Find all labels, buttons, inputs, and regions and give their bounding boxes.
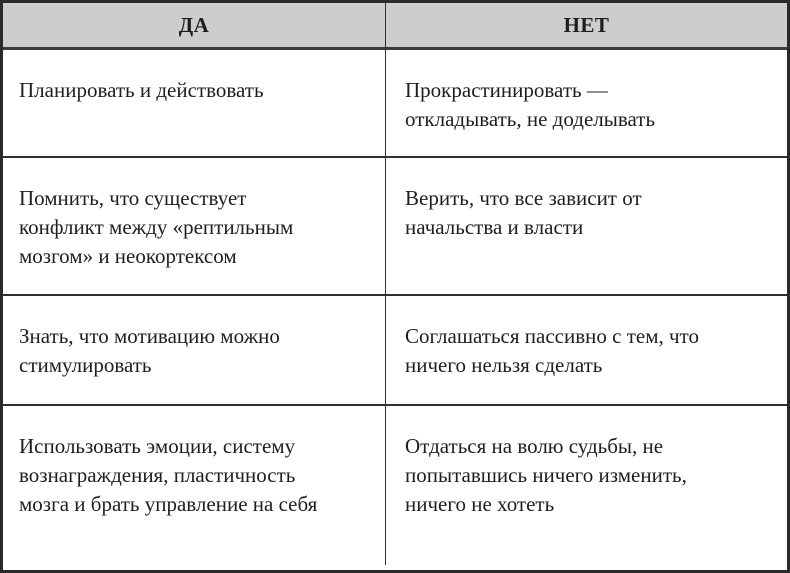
- cell-text-line: конфликт между «рептильным: [19, 215, 294, 239]
- cell-text-line: Использовать эмоции, систему: [19, 434, 296, 458]
- cell-text-line: начальства и власти: [405, 215, 584, 239]
- header-no: НЕТ: [563, 12, 610, 37]
- cell-text-line: стимулировать: [19, 353, 152, 377]
- cell-text-line: откладывать, не доделывать: [405, 107, 656, 131]
- header-yes: ДА: [3, 3, 386, 47]
- cell-text-line: попытавшись ничего изменить,: [405, 463, 687, 487]
- cell-yes: [3, 296, 386, 404]
- table-row: [3, 296, 787, 406]
- cell-yes: [3, 158, 386, 294]
- cell-text-line: вознаграждения, пластичность: [19, 463, 296, 487]
- cell-text-line: Помнить, что существует: [19, 186, 247, 210]
- cell-no: [386, 296, 787, 404]
- cell-text-line: Верить, что все зависит от: [405, 186, 642, 210]
- cell-yes: [3, 50, 386, 156]
- cell-text-line: мозга и брать управление на себя: [19, 492, 318, 516]
- table-header-row: [3, 3, 787, 50]
- cell-text-line: мозгом» и неокортексом: [19, 244, 237, 268]
- cell-text-line: Соглашаться пассивно с тем, что: [405, 324, 699, 348]
- cell-text-line: Прокрастинировать —: [405, 78, 608, 102]
- cell-no: [386, 158, 787, 294]
- table-row: [3, 406, 787, 565]
- cell-text-line: Отдаться на волю судьбы, не: [405, 434, 664, 458]
- cell-text-line: ничего нельзя сделать: [405, 353, 603, 377]
- cell-yes: [3, 406, 386, 565]
- cell-text-line: ничего не хотеть: [405, 492, 555, 516]
- cell-text-line: Планировать и действовать: [19, 78, 264, 102]
- table-row: [3, 50, 787, 158]
- cell-no: [386, 50, 787, 156]
- cell-text-line: Знать, что мотивацию можно: [19, 324, 280, 348]
- table-row: [3, 158, 787, 296]
- cell-no: [386, 406, 787, 565]
